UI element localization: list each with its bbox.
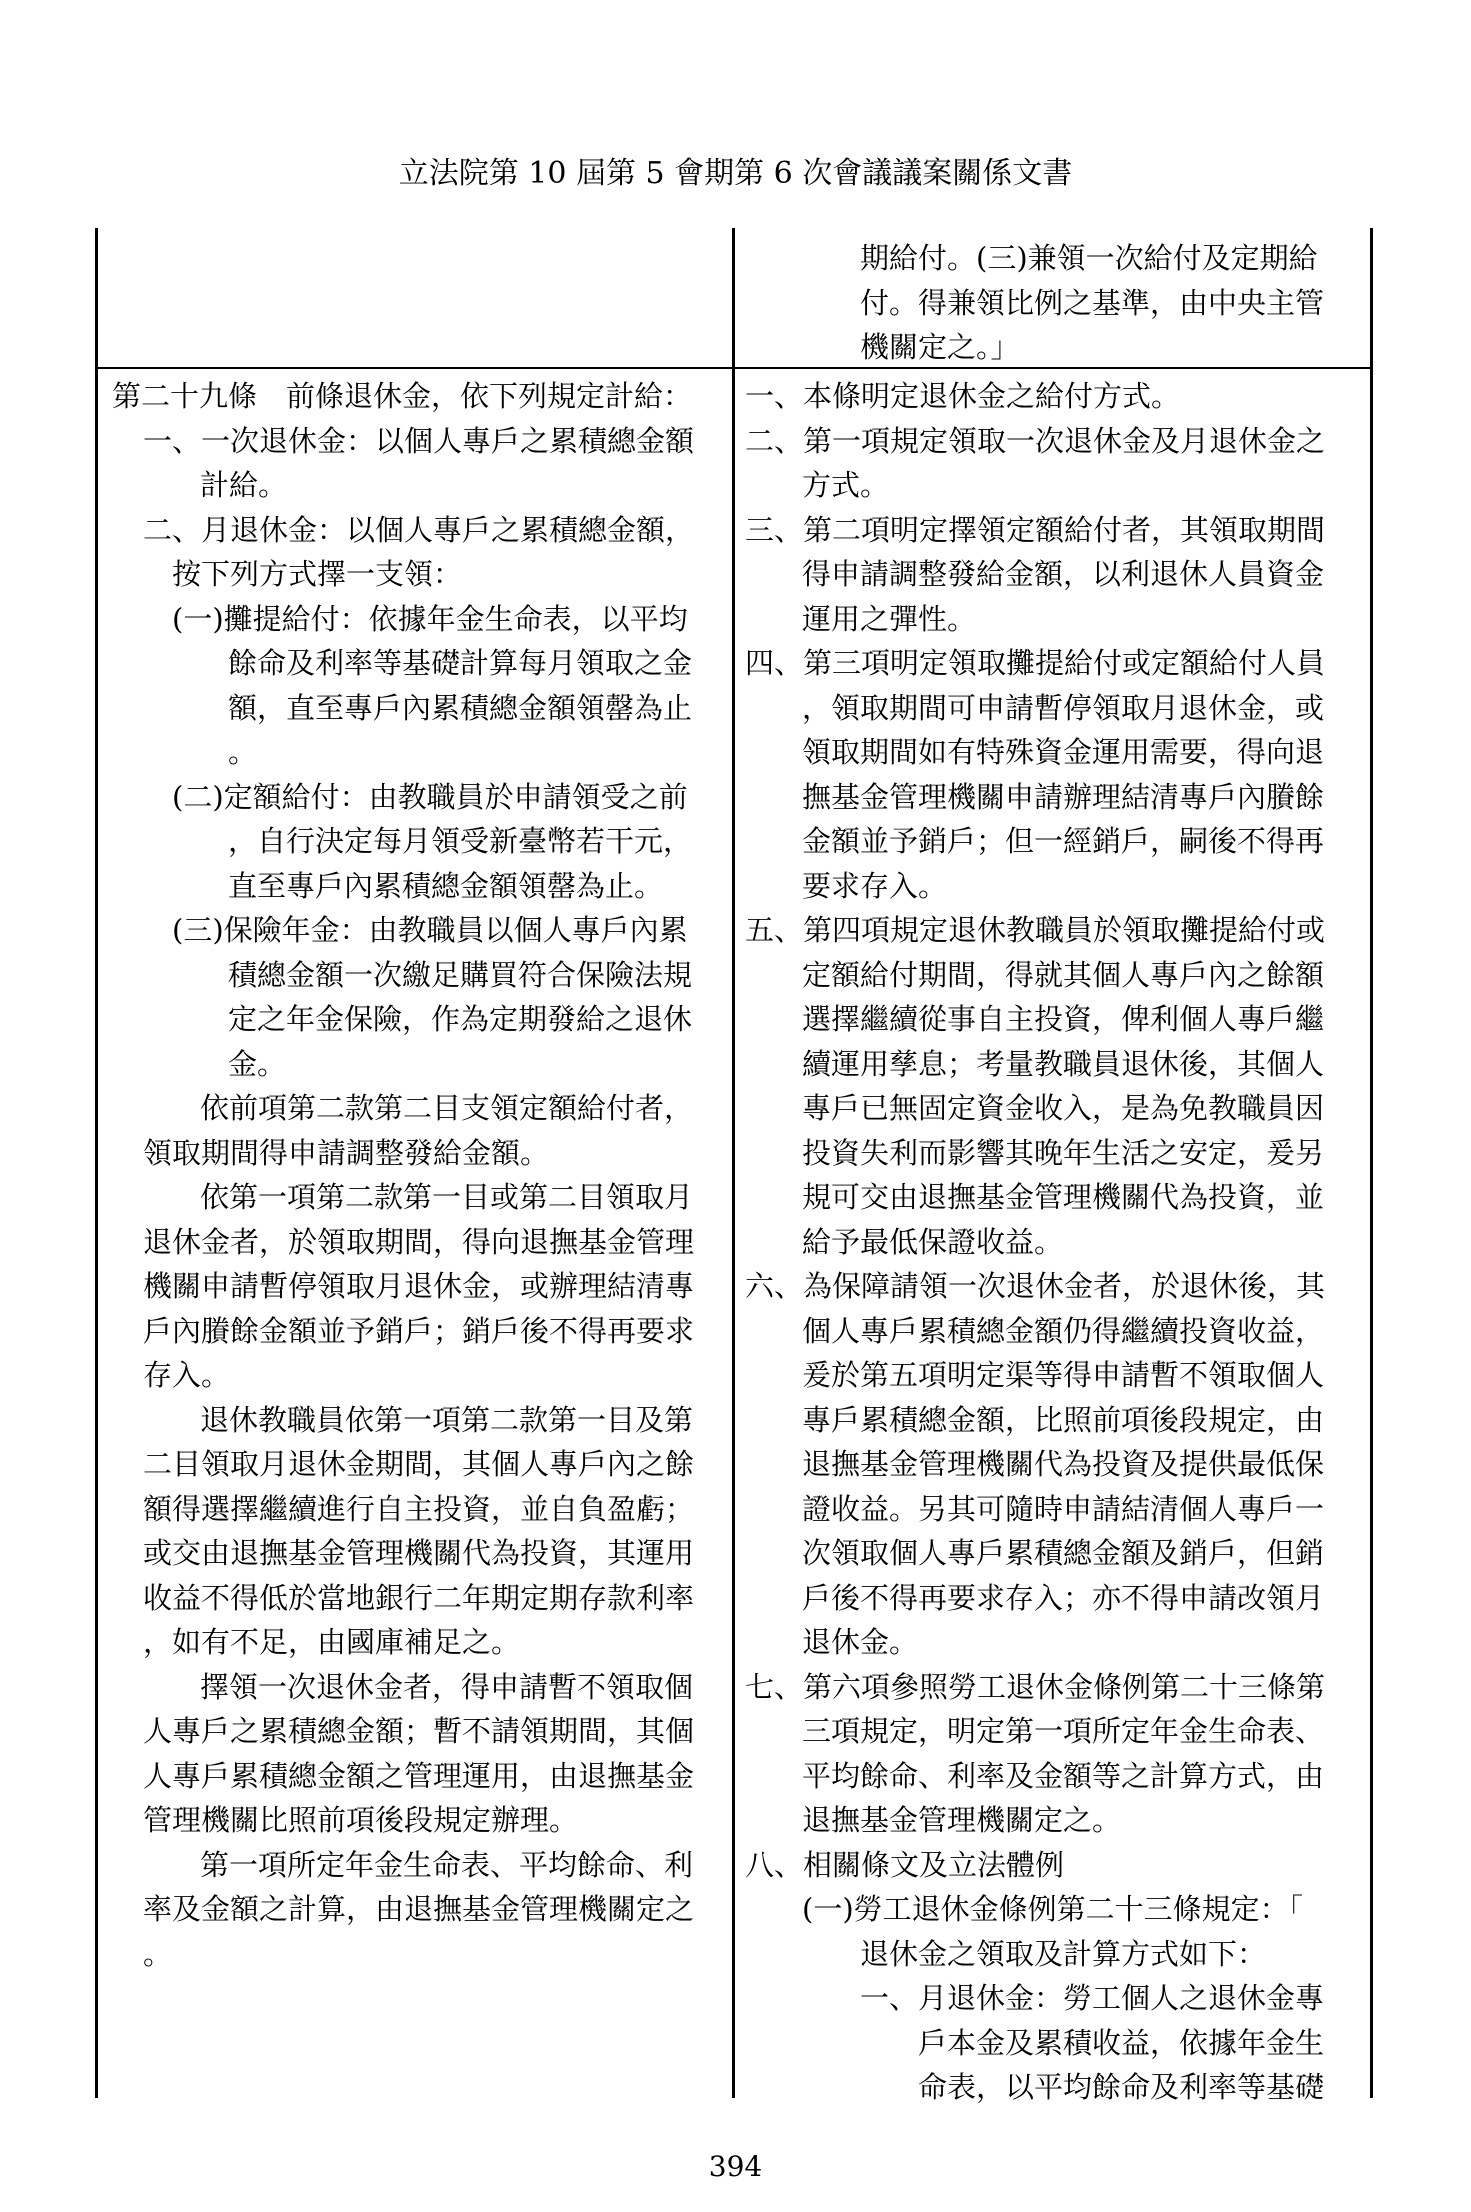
- left-column-line: 。: [143, 1936, 173, 1971]
- left-column-line: (二)定額給付：由教職員於申請領受之前: [172, 779, 688, 814]
- right-column-line: 三、第二項明定擇領定額給付者，其領取期間: [745, 512, 1326, 547]
- left-column-line: 二、月退休金：以個人專戶之累積總金額，: [143, 512, 695, 547]
- left-column-line: 。: [228, 735, 258, 769]
- left-column-line: 依第一項第二款第一目或第二目領取月: [200, 1180, 694, 1214]
- right-column-line: 退休金之領取及計算方式如下：: [860, 1936, 1267, 1971]
- right-column-line: 八、相關條文及立法體例: [745, 1847, 1065, 1882]
- right-column-line: ，領取期間可申請暫停領取月退休金，或: [802, 690, 1325, 725]
- right-column-line: 一、月退休金：勞工個人之退休金專: [860, 1981, 1325, 2015]
- right-column-line: 三項規定，明定第一項所定年金生命表、: [802, 1714, 1325, 1748]
- left-column-line: 人專戶之累積總金額；暫不請領期間，其個: [143, 1714, 695, 1748]
- left-column-line: 領取期間得申請調整發給金額。: [143, 1135, 550, 1170]
- left-column-line: 戶內賸餘金額並予銷戶；銷戶後不得再要求: [143, 1313, 695, 1348]
- right-column-line: 六、為保障請領一次退休金者，於退休後，其: [745, 1269, 1326, 1303]
- left-column-line: 人專戶累積總金額之管理運用，由退撫基金: [143, 1758, 695, 1793]
- left-column-line: 或交由退撫基金管理機關代為投資，其運用: [143, 1536, 695, 1570]
- right-column-line: 選擇繼續從事自主投資，俾利個人專戶繼: [802, 1002, 1325, 1036]
- right-column-line: 一、本條明定退休金之給付方式。: [745, 379, 1181, 413]
- left-column-line: 依前項第二款第二目支領定額給付者，: [200, 1091, 694, 1125]
- left-column-line: 餘命及利率等基礎計算每月領取之金: [228, 646, 693, 680]
- right-column-line: 爰於第五項明定渠等得申請暫不領取個人: [802, 1358, 1325, 1392]
- right-column-line: 退撫基金管理機關代為投資及提供最低保: [802, 1447, 1325, 1481]
- right-column-line: 領取期間如有特殊資金運用需要，得向退: [802, 735, 1325, 769]
- right-column-line: 個人專戶累積總金額仍得繼續投資收益，: [802, 1313, 1325, 1348]
- left-column-line: 退休金者，於領取期間，得向退撫基金管理: [143, 1224, 695, 1259]
- right-column-line: 專戶已無固定資金收入，是為免教職員因: [802, 1091, 1325, 1125]
- right-column-line: 要求存入。: [802, 868, 948, 903]
- right-column-line: 二、第一項規定領取一次退休金及月退休金之: [745, 423, 1326, 458]
- left-column-line: ，自行決定每月領受新臺幣若干元，: [228, 824, 693, 858]
- left-column-line: 存入。: [143, 1358, 231, 1392]
- top-right-line: 付。得兼領比例之基準，由中央主管: [860, 285, 1325, 320]
- right-column-line: 投資失利而影響其晚年生活之安定，爰另: [802, 1135, 1325, 1170]
- right-column-line: 退撫基金管理機關定之。: [802, 1803, 1122, 1837]
- right-column-line: 方式。: [802, 468, 890, 502]
- left-column-line: 計給。: [200, 468, 288, 502]
- table-left-border: [95, 228, 98, 2098]
- table-right-border: [1370, 228, 1373, 2098]
- left-column-line: 第二十九條 前條退休金，依下列規定計給：: [112, 379, 693, 413]
- left-column-line: 第一項所定年金生命表、平均餘命、利: [200, 1847, 694, 1882]
- left-column-line: 定之年金保險，作為定期發給之退休: [228, 1002, 693, 1036]
- right-column-line: 撫基金管理機關申請辦理結清專戶內賸餘: [802, 779, 1325, 814]
- right-column-line: 規可交由退撫基金管理機關代為投資，並: [802, 1180, 1325, 1214]
- left-column-line: (一)攤提給付：依據年金生命表，以平均: [172, 601, 688, 636]
- left-column-line: 金。: [228, 1046, 287, 1081]
- left-column-line: 率及金額之計算，由退撫基金管理機關定之: [143, 1892, 695, 1926]
- top-right-line: 期給付。(三)兼領一次給付及定期給: [860, 241, 1318, 275]
- right-column-line: 退休金。: [802, 1625, 919, 1659]
- right-column-line: 給予最低保證收益。: [802, 1224, 1064, 1259]
- right-column-line: 五、第四項規定退休教職員於領取攤提給付或: [745, 913, 1326, 947]
- left-column-line: 額得選擇繼續進行自主投資，並自負盈虧；: [143, 1491, 695, 1526]
- right-column-line: 得申請調整發給金額，以利退休人員資金: [802, 557, 1325, 591]
- column-divider: [732, 228, 735, 2098]
- right-column-line: 定額給付期間，得就其個人專戶內之餘額: [802, 957, 1325, 992]
- right-column-line: 續運用孳息；考量教職員退休後，其個人: [802, 1046, 1325, 1081]
- left-column-line: 額，直至專戶內累積總金額領罄為止: [228, 690, 693, 725]
- row-divider: [95, 367, 1373, 369]
- top-right-line: 機關定之。」: [860, 330, 1020, 364]
- left-column-line: 按下列方式擇一支領：: [172, 557, 463, 591]
- left-column-line: 機關申請暫停領取月退休金，或辦理結清專: [143, 1269, 695, 1303]
- right-column-line: (一)勞工退休金條例第二十三條規定：「: [802, 1892, 1304, 1926]
- right-column-line: 戶本金及累積收益，依據年金生: [918, 2025, 1325, 2060]
- left-column-line: 擇領一次退休金者，得申請暫不領取個: [200, 1669, 694, 1704]
- document-header: 立法院第 10 屆第 5 會期第 6 次會議議案關係文書: [398, 156, 1073, 191]
- right-column-line: 戶後不得再要求存入；亦不得申請改領月: [802, 1580, 1325, 1615]
- right-column-line: 運用之彈性。: [802, 601, 977, 636]
- page-number: 394: [708, 2150, 763, 2183]
- left-column-line: 二目領取月退休金期間，其個人專戶內之餘: [143, 1447, 695, 1481]
- right-column-line: 金額並予銷戶；但一經銷戶，嗣後不得再: [802, 824, 1325, 858]
- right-column-line: 次領取個人專戶累積總金額及銷戶，但銷: [802, 1536, 1325, 1570]
- right-column-line: 命表，以平均餘命及利率等基礎: [918, 2070, 1325, 2104]
- right-column-line: 專戶累積總金額，比照前項後段規定，由: [802, 1402, 1325, 1437]
- right-column-line: 四、第三項明定領取攤提給付或定額給付人員: [745, 646, 1326, 680]
- left-column-line: (三)保險年金：由教職員以個人專戶內累: [172, 913, 688, 947]
- left-column-line: 管理機關比照前項後段規定辦理。: [143, 1803, 579, 1837]
- right-column-line: 七、第六項參照勞工退休金條例第二十三條第: [745, 1669, 1326, 1704]
- left-column-line: ，如有不足，由國庫補足之。: [143, 1625, 521, 1659]
- left-column-line: 積總金額一次繳足購買符合保險法規: [228, 957, 693, 992]
- left-column-line: 一、一次退休金：以個人專戶之累積總金額: [143, 423, 695, 458]
- right-column-line: 證收益。另其可隨時申請結清個人專戶一: [802, 1491, 1325, 1526]
- right-column-line: 平均餘命、利率及金額等之計算方式，由: [802, 1758, 1325, 1793]
- left-column-line: 直至專戶內累積總金額領罄為止。: [228, 868, 664, 903]
- left-column-line: 退休教職員依第一項第二款第一目及第: [200, 1402, 694, 1437]
- left-column-line: 收益不得低於當地銀行二年期定期存款利率: [143, 1580, 695, 1615]
